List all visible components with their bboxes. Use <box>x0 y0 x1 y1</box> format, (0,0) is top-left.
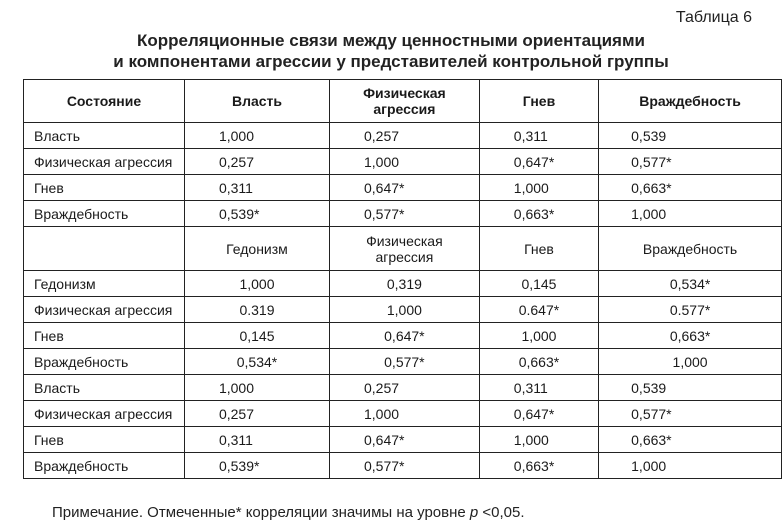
table-row <box>24 349 782 375</box>
table-cell: 1,000 <box>184 123 329 149</box>
note-suffix: <0,05. <box>478 504 525 521</box>
table-footnote <box>52 504 525 521</box>
table-cell: 0,577* <box>599 149 782 175</box>
row-label: Гедонизм <box>24 271 185 297</box>
table-header-row <box>24 80 782 123</box>
header-cell: Физическая агрессия <box>329 80 479 123</box>
table-cell: 0,647* <box>479 401 598 427</box>
table-cell: 0,663* <box>479 201 598 227</box>
subheader-cell: Физическая агрессия <box>329 227 479 271</box>
table-title <box>0 30 782 72</box>
correlation-table <box>23 79 782 479</box>
table-cell: 1,000 <box>184 375 329 401</box>
title-line-2: и компонентами агрессии у представителей контрольной группы <box>113 52 669 71</box>
table-cell: 0,539* <box>184 453 329 479</box>
table-cell: 1,000 <box>184 271 329 297</box>
row-label: Гнев <box>24 175 185 201</box>
table-cell: 0,145 <box>479 271 598 297</box>
table-row <box>24 201 782 227</box>
table-cell: 0,577* <box>329 453 479 479</box>
table-cell: 0,311 <box>479 375 598 401</box>
subheader-cell: Гнев <box>479 227 598 271</box>
row-label: Физическая агрессия <box>24 297 185 323</box>
row-label: Гнев <box>24 323 185 349</box>
table-cell: 1,000 <box>599 201 782 227</box>
table-cell: 0,663* <box>599 427 782 453</box>
table-row <box>24 297 782 323</box>
row-label: Гнев <box>24 427 185 453</box>
row-label: Враждебность <box>24 201 185 227</box>
table-row <box>24 175 782 201</box>
header-cell: Враждебность <box>599 80 782 123</box>
row-label: Враждебность <box>24 453 185 479</box>
table-row <box>24 401 782 427</box>
table-cell: 0,534* <box>184 349 329 375</box>
subheader-cell: Гедонизм <box>184 227 329 271</box>
table-cell: 0,311 <box>184 427 329 453</box>
row-label: Власть <box>24 123 185 149</box>
table-number-label: Таблица 6 <box>675 9 752 26</box>
table-cell: 0,311 <box>479 123 598 149</box>
table-cell: 0,647* <box>479 149 598 175</box>
table-cell: 0,647* <box>329 175 479 201</box>
note-prefix: Примечание. Отмеченные* корреляции значимы на уровне <box>52 504 470 521</box>
table-cell: 0.319 <box>184 297 329 323</box>
table-cell: 0,257 <box>184 149 329 175</box>
table-row <box>24 271 782 297</box>
table-cell: 1,000 <box>479 175 598 201</box>
table-cell: 0,663* <box>479 349 598 375</box>
row-label: Физическая агрессия <box>24 149 185 175</box>
table-cell: 0.577* <box>599 297 782 323</box>
table-cell: 0,257 <box>329 375 479 401</box>
table-cell: 0,647* <box>329 323 479 349</box>
title-line-1: Корреляционные связи между ценностными ориентациями <box>137 31 645 50</box>
table-cell: 0,663* <box>599 323 782 349</box>
table-cell: 0,534* <box>599 271 782 297</box>
table-cell: 1,000 <box>329 401 479 427</box>
table-cell: 0,145 <box>184 323 329 349</box>
table-cell: 1,000 <box>599 349 782 375</box>
table-cell: 0,311 <box>184 175 329 201</box>
table-row <box>24 453 782 479</box>
row-label: Власть <box>24 375 185 401</box>
table-row <box>24 375 782 401</box>
table-cell: 0,577* <box>329 201 479 227</box>
table-cell: 0,319 <box>329 271 479 297</box>
subheader-cell: Враждебность <box>599 227 782 271</box>
table-cell: 0,577* <box>329 349 479 375</box>
table-cell: 0,539 <box>599 123 782 149</box>
table-cell: 0,663* <box>479 453 598 479</box>
table-subheader-row <box>24 227 782 271</box>
subheader-cell <box>24 227 185 271</box>
table-row <box>24 149 782 175</box>
table-cell: 0,257 <box>184 401 329 427</box>
table-cell: 1,000 <box>599 453 782 479</box>
table-cell: 0,647* <box>329 427 479 453</box>
table-row <box>24 427 782 453</box>
note-p-symbol: р <box>469 504 479 521</box>
row-label: Враждебность <box>24 349 185 375</box>
header-cell: Состояние <box>24 80 185 123</box>
table-row <box>24 323 782 349</box>
table-cell: 0,577* <box>599 401 782 427</box>
header-cell: Власть <box>184 80 329 123</box>
header-cell: Гнев <box>479 80 598 123</box>
table-cell: 0,539* <box>184 201 329 227</box>
table-cell: 0,663* <box>599 175 782 201</box>
table-row <box>24 123 782 149</box>
table-cell: 0.647* <box>479 297 598 323</box>
row-label: Физическая агрессия <box>24 401 185 427</box>
table-cell: 1,000 <box>479 323 598 349</box>
table-cell: 1,000 <box>479 427 598 453</box>
table-cell: 0,539 <box>599 375 782 401</box>
table-cell: 1,000 <box>329 297 479 323</box>
table-cell: 0,257 <box>329 123 479 149</box>
table-cell: 1,000 <box>329 149 479 175</box>
